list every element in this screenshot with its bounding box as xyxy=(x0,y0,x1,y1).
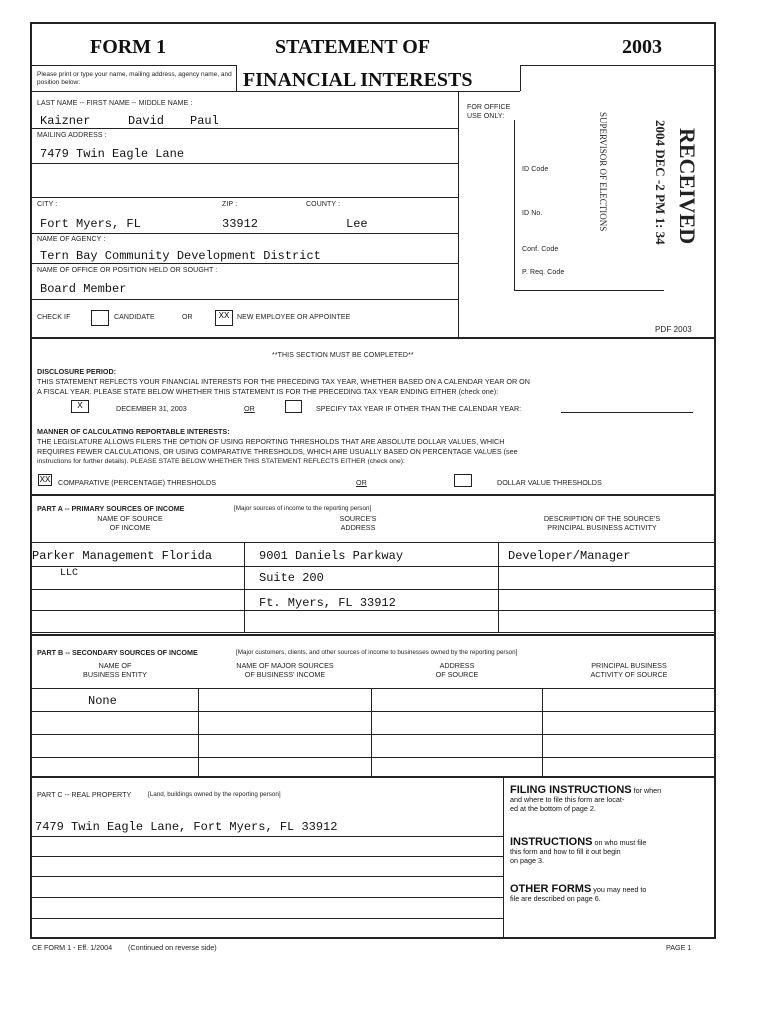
part-b-col3-header: ADDRESS OF SOURCE xyxy=(435,661,479,679)
mailing-label: MAILING ADDRESS : xyxy=(37,132,107,139)
form-year: 2003 xyxy=(622,36,662,58)
december-label: DECEMBER 31, 2003 xyxy=(116,404,187,413)
part-a-heading: PART A -- PRIMARY SOURCES OF INCOME xyxy=(37,504,185,513)
office-label: NAME OF OFFICE OR POSITION HELD OR SOUGHT : xyxy=(37,267,218,274)
part-a-source-name-2: LLC xyxy=(60,568,79,579)
part-a-col1-header: NAME OF SOURCE OF INCOME xyxy=(97,514,163,532)
manner-text-1: THE LEGISLATURE ALLOWS FILERS THE OPTION OF USING REPORTING THRESHOLDS THAT ARE ABSOLUTE DOLLAR VALUES, WHICH xyxy=(37,437,505,446)
part-b-col2-header: NAME OF MAJOR SOURCES OF BUSINESS' INCOME xyxy=(236,661,334,679)
who-must-file-instructions: INSTRUCTIONS on who must file this form and how to fill it out begin on page 3. xyxy=(510,836,647,865)
other-forms-instructions: OTHER FORMS you may need to file are described on page 6. xyxy=(510,883,647,903)
specify-year-checkbox[interactable] xyxy=(285,400,302,413)
id-no-label: ID No. xyxy=(522,210,543,217)
part-a-col2-header: SOURCE'S ADDRESS xyxy=(339,514,377,532)
part-b-heading: PART B -- SECONDARY SOURCES OF INCOME xyxy=(37,648,198,657)
dollar-value-checkbox[interactable] xyxy=(454,474,472,487)
middle-name-value: Paul xyxy=(190,114,219,128)
first-name-value: David xyxy=(128,114,165,128)
zip-value: 33912 xyxy=(222,217,259,231)
part-a-source-name-1: Parker Management Florida xyxy=(32,549,213,563)
mailing-address-value: 7479 Twin Eagle Lane xyxy=(40,147,185,161)
pdf-label: PDF 2003 xyxy=(655,325,692,334)
footer-form-id: CE FORM 1 - Eff. 1/2004 xyxy=(32,943,113,952)
december-checkbox[interactable]: X xyxy=(71,400,89,413)
part-b-col1-header: NAME OF BUSINESS ENTITY xyxy=(83,661,147,679)
part-a-address-3: Ft. Myers, FL 33912 xyxy=(259,596,396,610)
new-employee-checkbox[interactable]: XX xyxy=(215,310,233,326)
dollar-value-label: DOLLAR VALUE THRESHOLDS xyxy=(497,478,602,487)
stamp-office: SUPERVISOR OF ELECTIONS xyxy=(598,112,608,232)
part-c-property: 7479 Twin Eagle Lane, Fort Myers, FL 33912 xyxy=(35,820,338,834)
period-heading: DISCLOSURE PERIOD: xyxy=(37,367,117,376)
part-a-subheading: [Major sources of income to the reporting person] xyxy=(234,505,372,512)
name-label: LAST NAME -- FIRST NAME -- MIDDLE NAME : xyxy=(37,100,193,107)
form-label: FORM 1 xyxy=(90,36,167,58)
received-stamp: RECEIVED xyxy=(675,128,700,245)
p-req-code-label: P. Req. Code xyxy=(522,269,565,276)
form-title-line1: STATEMENT OF xyxy=(275,36,431,58)
part-a-activity: Developer/Manager xyxy=(508,549,631,563)
candidate-or-label: OR xyxy=(182,314,193,321)
zip-label: ZIP : xyxy=(222,201,238,208)
comparative-label: COMPARATIVE (PERCENTAGE) THRESHOLDS xyxy=(58,478,217,487)
agency-label: NAME OF AGENCY : xyxy=(37,236,106,243)
period-or-label: OR xyxy=(244,404,255,413)
city-value: Fort Myers, FL xyxy=(40,217,141,231)
agency-value: Tern Bay Community Development District xyxy=(40,249,321,263)
part-b-col4-header: PRINCIPAL BUSINESS ACTIVITY OF SOURCE xyxy=(590,661,668,679)
county-value: Lee xyxy=(346,217,368,231)
part-a-address-2: Suite 200 xyxy=(259,571,324,585)
filing-instructions: FILING INSTRUCTIONS for when and where to file this form are locat- ed at the bottom of page 2. xyxy=(510,784,662,813)
threshold-or-label: OR xyxy=(356,478,367,487)
office-use-label-2: USE ONLY: xyxy=(467,113,505,120)
print-note: Please print or type your name, mailing address, agency name, and position below: xyxy=(37,71,232,86)
part-a-col3-header: DESCRIPTION OF THE SOURCE'S PRINCIPAL BUSINESS ACTIVITY xyxy=(543,514,661,532)
office-use-label-1: FOR OFFICE xyxy=(467,104,511,111)
period-text-2: A FISCAL YEAR. PLEASE STATE BELOW WHETHER THIS STATEMENT IS FOR THE PRECEDING TAX YEAR ENDING EITHER (check one): xyxy=(37,387,499,396)
part-b-entry: None xyxy=(88,694,117,708)
part-c-subheading: [Land, buildings owned by the reporting person] xyxy=(148,791,281,798)
id-code-label: ID Code xyxy=(522,166,549,173)
footer-continued: (Continued on reverse side) xyxy=(128,943,217,952)
check-if-label: CHECK IF xyxy=(37,314,71,321)
county-label: COUNTY : xyxy=(306,201,341,208)
manner-text-2: REQUIRES FEWER CALCULATIONS, OR USING COMPARATIVE THRESHOLDS, WHICH ARE USUALLY BASED ON PERCENTAGE VALUES (see xyxy=(37,447,518,456)
must-complete-note: **THIS SECTION MUST BE COMPLETED** xyxy=(272,352,414,359)
last-name-value: Kaizner xyxy=(40,114,91,128)
comparative-checkbox[interactable]: XX xyxy=(39,475,51,485)
new-employee-label: NEW EMPLOYEE OR APPOINTEE xyxy=(237,314,351,321)
footer-page: PAGE 1 xyxy=(666,943,692,952)
stamp-date: 2004 DEC -2 PM 1: 34 xyxy=(653,120,668,245)
manner-heading: MANNER OF CALCULATING REPORTABLE INTERESTS: xyxy=(37,427,230,436)
part-b-subheading: [Major customers, clients, and other sources of income to businesses owned by the reporting person] xyxy=(236,649,518,656)
period-text-1: THIS STATEMENT REFLECTS YOUR FINANCIAL INTERESTS FOR THE PRECEDING TAX YEAR, WHETHER BASED ON A CALENDAR YEAR OR ON xyxy=(37,377,530,386)
city-label: CITY : xyxy=(37,201,58,208)
specify-year-label: SPECIFY TAX YEAR IF OTHER THAN THE CALENDAR YEAR: xyxy=(316,404,522,413)
form-title-line2: FINANCIAL INTERESTS xyxy=(243,69,473,91)
candidate-checkbox[interactable] xyxy=(91,310,109,326)
conf-code-label: Conf. Code xyxy=(522,246,559,253)
part-a-address-1: 9001 Daniels Parkway xyxy=(259,549,404,563)
office-value: Board Member xyxy=(40,282,127,296)
manner-text-3: instructions for further details). PLEASE STATE BELOW WHETHER THIS STATEMENT REFLECTS EITHER (check one): xyxy=(37,458,405,465)
part-c-heading: PART C -- REAL PROPERTY xyxy=(37,790,132,799)
candidate-label: CANDIDATE xyxy=(114,314,155,321)
